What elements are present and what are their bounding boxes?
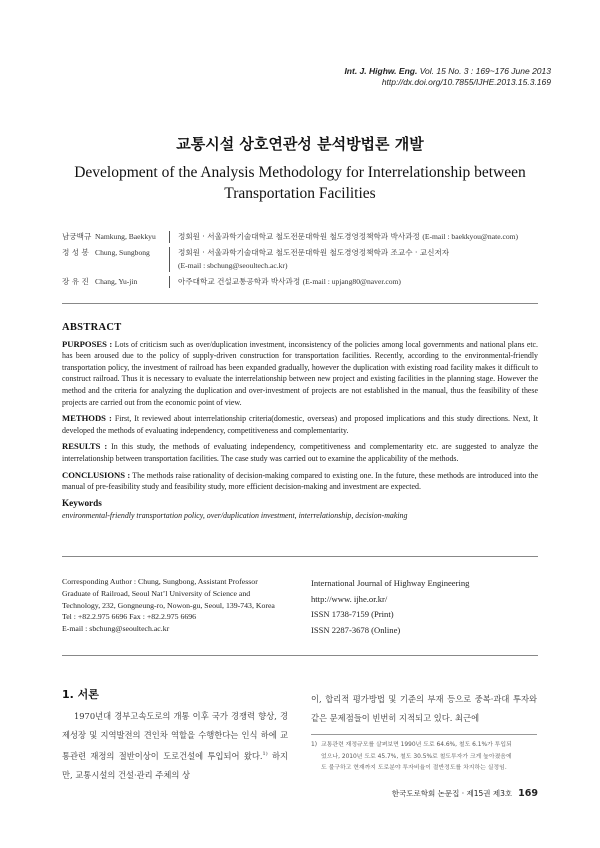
affiliation-text: 정회원 · 서울과학기술대학교 철도전문대학원 철도경영정책학과 박사과정	[178, 232, 420, 241]
footnote	[311, 740, 539, 775]
purposes-label: PURPOSES :	[62, 338, 113, 349]
body-text: 1970년대 경부고속도로의 개통 이후 국가 경쟁력 향상, 경제성장 및 지역발전의 견인차 역할을 수행한다는 인식 하에 교통관련 재정의 절반이상이 도로건설에 투입되어 왔다.	[62, 711, 288, 761]
corr-line: Tel : +82.2.975 6696 Fax : +82.2.975 6696	[62, 612, 197, 622]
abstract-results	[62, 441, 538, 464]
results-text: In this study, the methods of evaluating independency, competitiveness and complementarity etc. are suggested to analyze the interrelationship between transportation facilities. The case study was carried out to examine the applicability of the methods.	[62, 442, 538, 463]
footnote-ref[interactable]: 1)	[262, 751, 268, 757]
corr-line: Graduate of Railroad, Seoul Nat’l University of Science and	[62, 588, 251, 598]
purposes-text: Lots of criticism such as over/duplication investment, inconsistency of the policies among local governments and national plans etc. has been aroused due to the policy of supply-driven construction for transportation facilities. Recently, according to the environmental-friendly transportation policy, the investment of railroad has been expanded gradually, however the duplication with existing road facility makes it difficult to construct railroad. Thus it is necessary to evaluate the interrelationship between new project and existing facilities in the planning stage. However the method and the criteria for analyzing the duplication and over-investment of projects are not established in the manual, thus the feasibility of these projects are carried out from the economic point of view.	[62, 339, 538, 407]
author-row	[62, 230, 542, 243]
issn-print: ISSN 1738-7159 (Print)	[311, 609, 394, 619]
journal-doi[interactable]: http://dx.doi.org/10.7855/IJHE.2013.15.3.169	[381, 77, 551, 87]
methods-text: First, It reviewed about interrelationship criteria(domestic, overseas) and proposed implications and this study directions. Next, It developed the methods of evaluating independency, competitiveness and complementarity.	[62, 414, 538, 435]
affiliation-text: 아주대학교 건설교통공학과 박사과정	[178, 277, 301, 286]
journal-url[interactable]: http://www. ijhe.or.kr/	[311, 593, 388, 604]
journal-name: International Journal of Highway Engineering	[311, 578, 470, 588]
body-text: 하지만, 교통시설의 건설·관리 주체의 상	[62, 750, 288, 780]
author-name-en: Namkung, Baekkyu	[95, 232, 156, 241]
author-name-ko: 장 유 진	[62, 277, 89, 286]
footnote-rule	[311, 734, 537, 735]
author-list	[62, 230, 542, 291]
publication-info	[311, 576, 531, 638]
divider-rule	[62, 556, 538, 557]
journal-volume: Vol. 15 No. 3 : 169~176 June 2013	[417, 66, 551, 76]
title-english-line1: Development of the Analysis Methodology for Interrelationship between	[74, 164, 526, 181]
section-heading: 1. 서론	[62, 688, 99, 701]
author-affiliation	[178, 246, 542, 272]
abstract-heading: ABSTRACT	[62, 322, 122, 333]
corr-email[interactable]: E-mail : sbchung@seoultech.ac.kr	[62, 624, 170, 634]
journal-header	[344, 66, 551, 88]
footnote-text: 교통관련 재정규모를 살펴보면 1990년 도로 64.6%, 철도 6.1%가 투입되	[321, 742, 512, 748]
author-email[interactable]: (E-mail : upjang80@naver.com)	[302, 277, 401, 286]
author-divider	[169, 276, 170, 288]
conclusions-label: CONCLUSIONS :	[62, 469, 131, 480]
issn-online: ISSN 2287-3678 (Online)	[311, 624, 401, 635]
keywords-text: environmental-friendly transportation policy, over/duplication investment, interrelationship, decision-making	[62, 511, 408, 521]
footnote-line: 었으나, 2010년 도로 45.7%, 철도 30.5%로 철도투자가 크게 높아졌음에	[321, 753, 512, 760]
divider-rule	[62, 655, 538, 656]
author-affiliation	[178, 230, 542, 243]
divider-rule	[62, 303, 538, 304]
footnote-number: 1)	[311, 742, 318, 748]
footnote-line	[311, 740, 539, 752]
author-name-ko: 정 성 봉	[62, 248, 89, 257]
title-english-line2: Transportation Facilities	[224, 185, 376, 202]
corr-line: Corresponding Author : Chung, Sungbong, Assistant Professor	[62, 577, 258, 586]
author-name-en: Chung, Sungbong	[95, 248, 150, 257]
author-row	[62, 246, 542, 272]
body-text-left	[62, 707, 288, 785]
title-korean: 교통시설 상호연관성 분석방법론 개발	[176, 135, 424, 153]
abstract	[62, 322, 538, 522]
page-footer	[392, 788, 538, 799]
conclusions-text: The methods raise rationality of decision-making compared to existing one. In the future, these methods are introduced into the manual of pre-feasibility study and feasibility study, more efficient decision-making and investment are expected.	[62, 470, 539, 492]
author-email[interactable]: (E-mail : baekkyou@nate.com)	[422, 232, 519, 241]
methods-label: METHODS :	[62, 413, 112, 424]
corresponding-author	[62, 576, 287, 635]
abstract-methods	[62, 413, 538, 436]
abstract-conclusions	[62, 470, 538, 493]
results-label: RESULTS :	[62, 441, 108, 452]
author-divider	[169, 231, 170, 243]
footer-journal: 한국도로학회 논문집 · 제15권 제3호	[391, 789, 513, 798]
keywords-heading: Keywords	[62, 497, 102, 508]
abstract-purposes	[62, 339, 538, 409]
page-number: 169	[518, 788, 538, 799]
journal-abbrev: Int. J. Highw. Eng.	[344, 66, 418, 76]
author-row	[62, 275, 542, 288]
footnote-line: 도 불구하고 현재까지 도로분야 투자비율이 절반정도를 차지하는 실정임.	[321, 765, 507, 772]
affiliation-text: 정회원 · 서울과학기술대학교 철도전문대학원 철도경영정책학과 조교수 · 교신저자	[178, 248, 450, 257]
author-name-en: Chang, Yu-jin	[95, 277, 138, 286]
author-email[interactable]: (E-mail : sbchung@seoultech.ac.kr)	[178, 261, 288, 270]
author-divider	[169, 247, 170, 272]
author-name-ko: 남궁백규	[62, 232, 92, 241]
corr-line: Technology, 232, Gongneung-ro, Nowon-gu, Seoul, 139-743, Korea	[62, 600, 275, 610]
author-affiliation	[178, 275, 542, 288]
title-english	[60, 162, 540, 204]
body-text-right: 이, 합리적 평가방법 및 기준의 부재 등으로 중복·과대 투자와 같은 문제점들이 빈번히 지적되고 있다. 최근에	[311, 694, 537, 723]
